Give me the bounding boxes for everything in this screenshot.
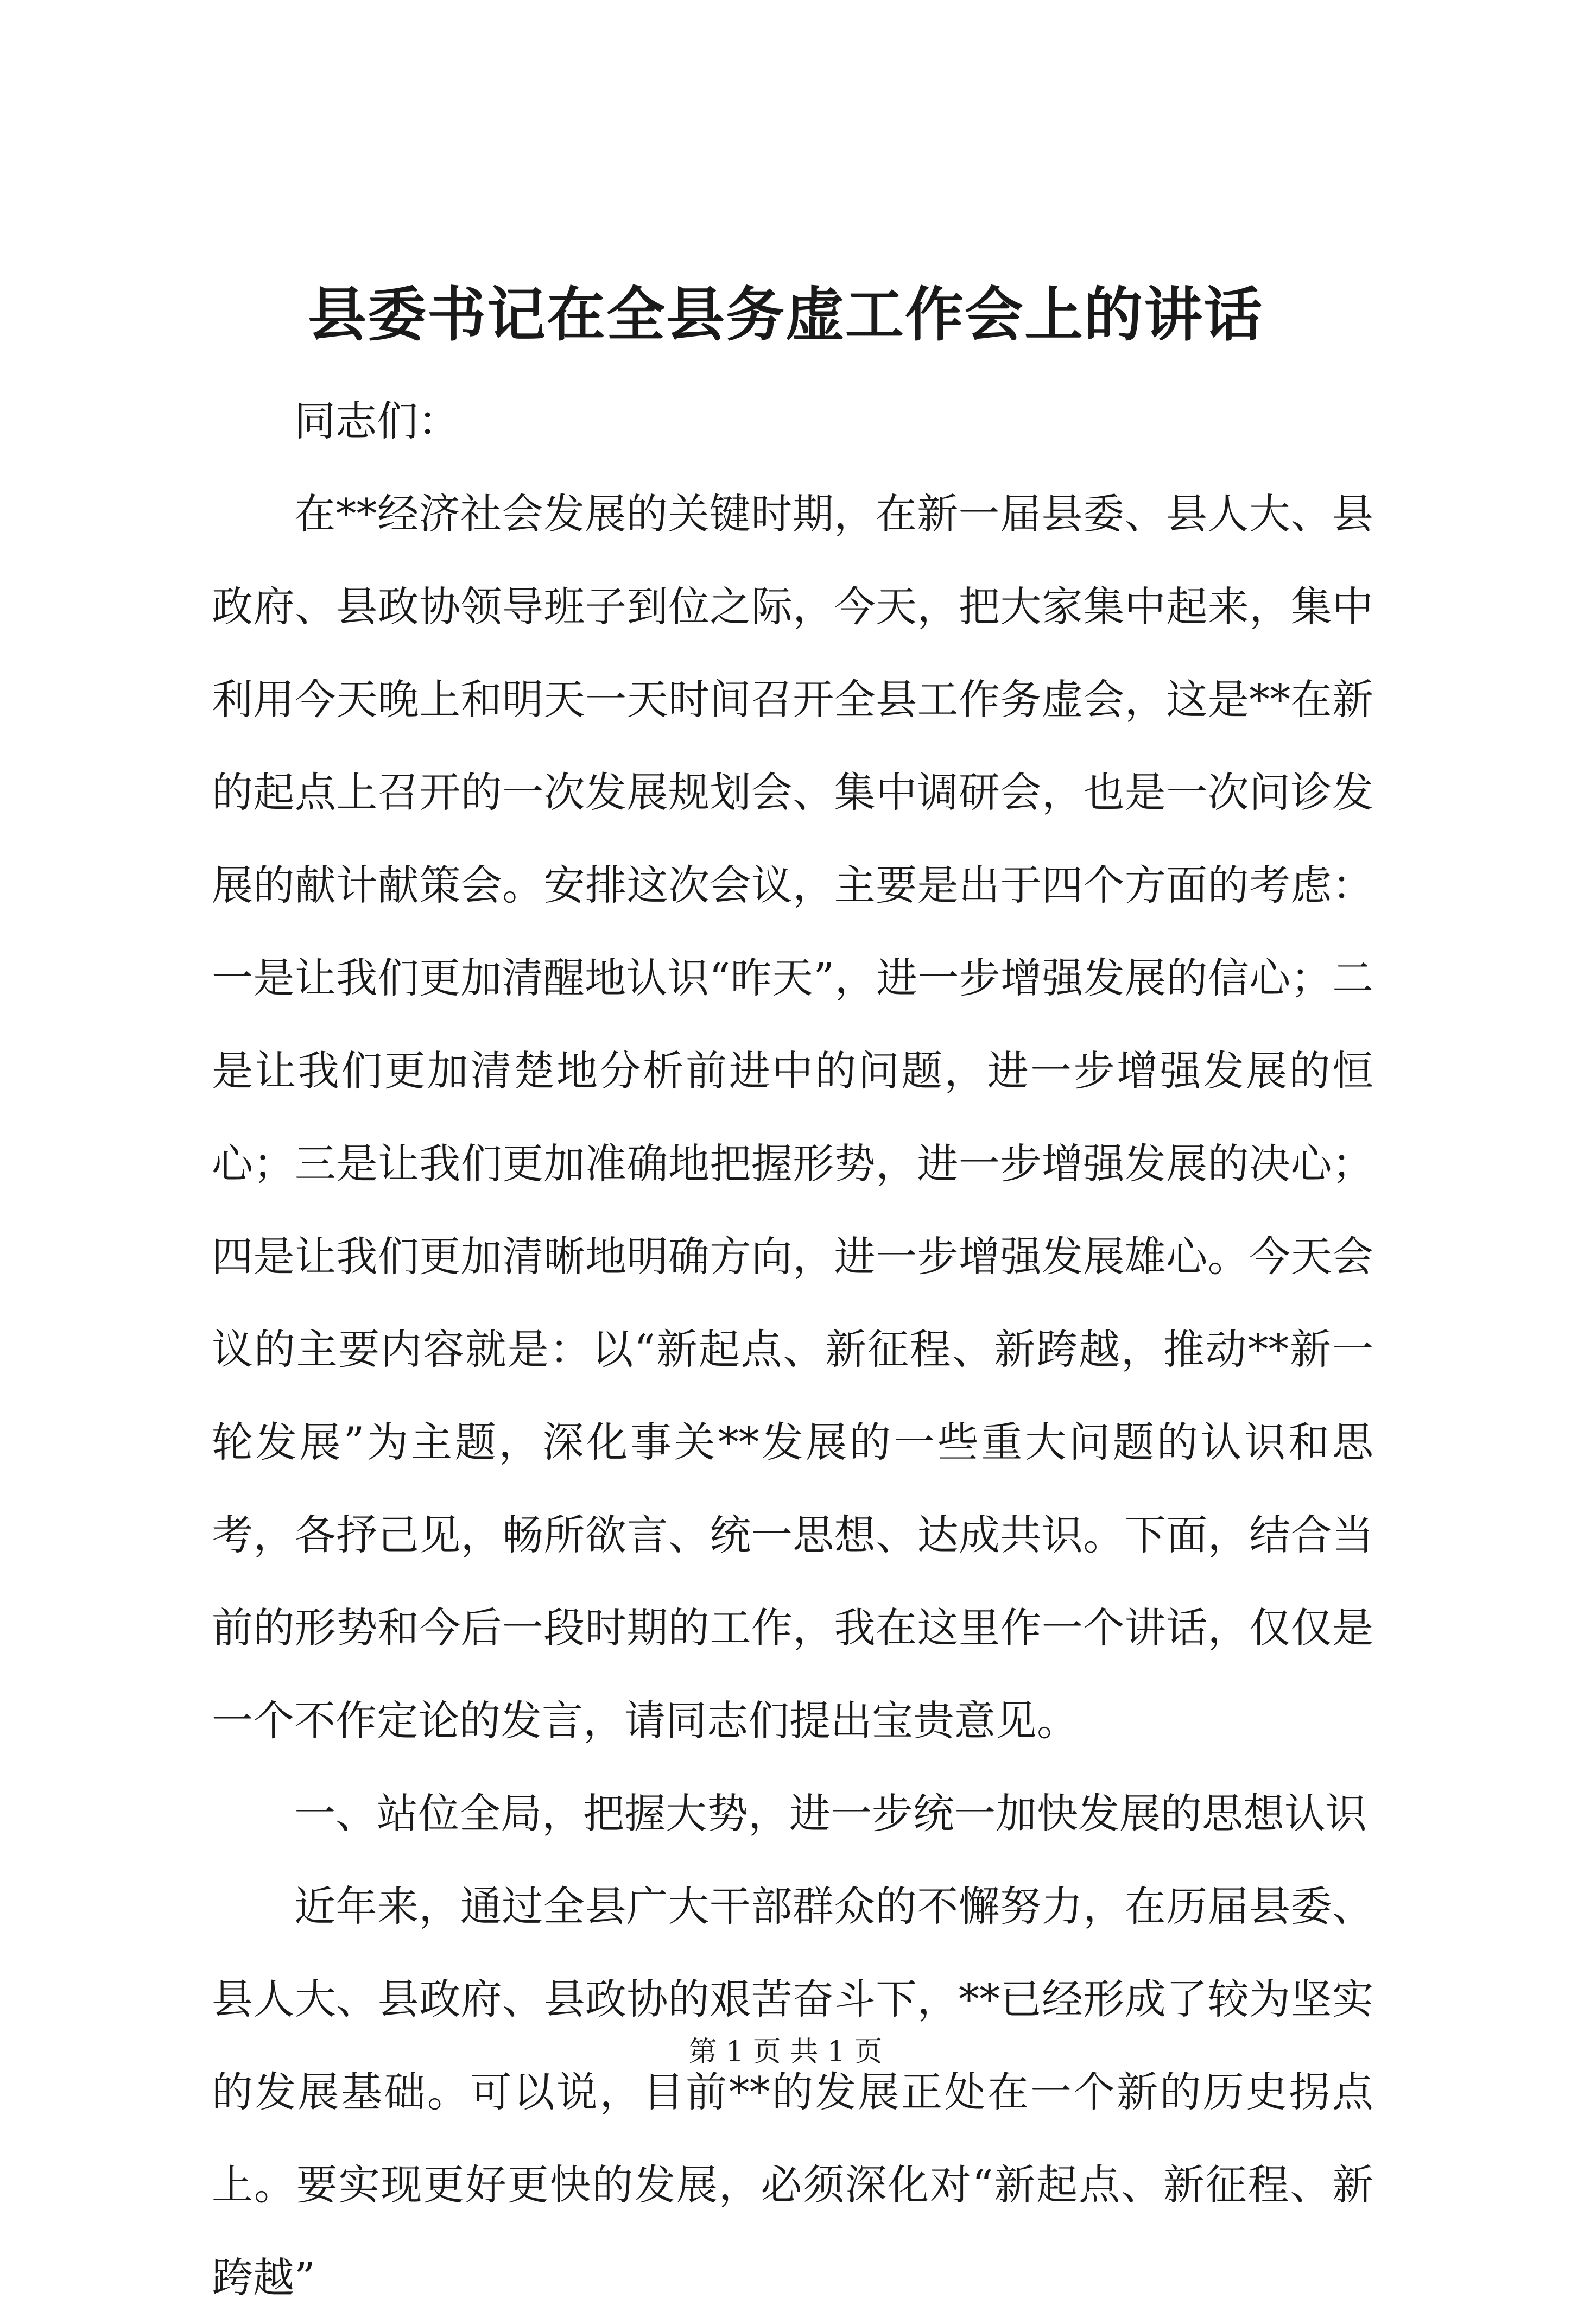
- section-heading: 一、站位全局，把握大势，进一步统一加快发展的思想认识: [294, 1789, 1367, 1838]
- document-title: 县委书记在全县务虚工作会上的讲话: [307, 281, 1263, 349]
- page-number-footer: 第 1 页 共 1 页: [688, 2036, 883, 2068]
- opening-paragraph: 在**经济社会发展的关键时期，在新一届县委、县人大、县政府、县政协领导班子到位之际，今天，把大家集中起来，集中利用今天晚上和明天一天时间召开全县工作务虚会，这是**在新的起点上召开的一次发展规划会、集中调研会，也是一次问诊发展的献计献策会。安排这次会议，主要是出于四个方面的考虑：一是让我们更加清醒地认识“昨天”，进一步增强发展的信心；二是让我们更加清楚地分析前进中的问题，进一步增强发展的恒心；三是让我们更加准确地把握形势，进一步增强发展的决心；四是让我们更加清晰地明确方向，进一步增强发展雄心。今天会议的主要内容就是：以“新起点、新征程、新跨越，推动**新一轮发展”为主题，深化事关**发展的一些重大问题的认识和思考，各抒己见，畅所欲言、统一思想、达成共识。下面，结合当前的形势和今后一段时期的工作，我在这里作一个讲话，仅仅是一个不作定论的发言，请同志们提出宝贵意见。: [212, 490, 1373, 1745]
- body-paragraph: 近年来，通过全县广大干部群众的不懈努力，在历届县委、县人大、县政府、县政协的艰苦奋斗下，**已经形成了较为坚实的发展基础。可以说，目前**的发展正处在一个新的历史拐点上。要实现更好更快的发展，必须深化对“新起点、新征程、新跨越”: [212, 1882, 1373, 2302]
- salutation-paragraph: 同志们：: [294, 397, 459, 445]
